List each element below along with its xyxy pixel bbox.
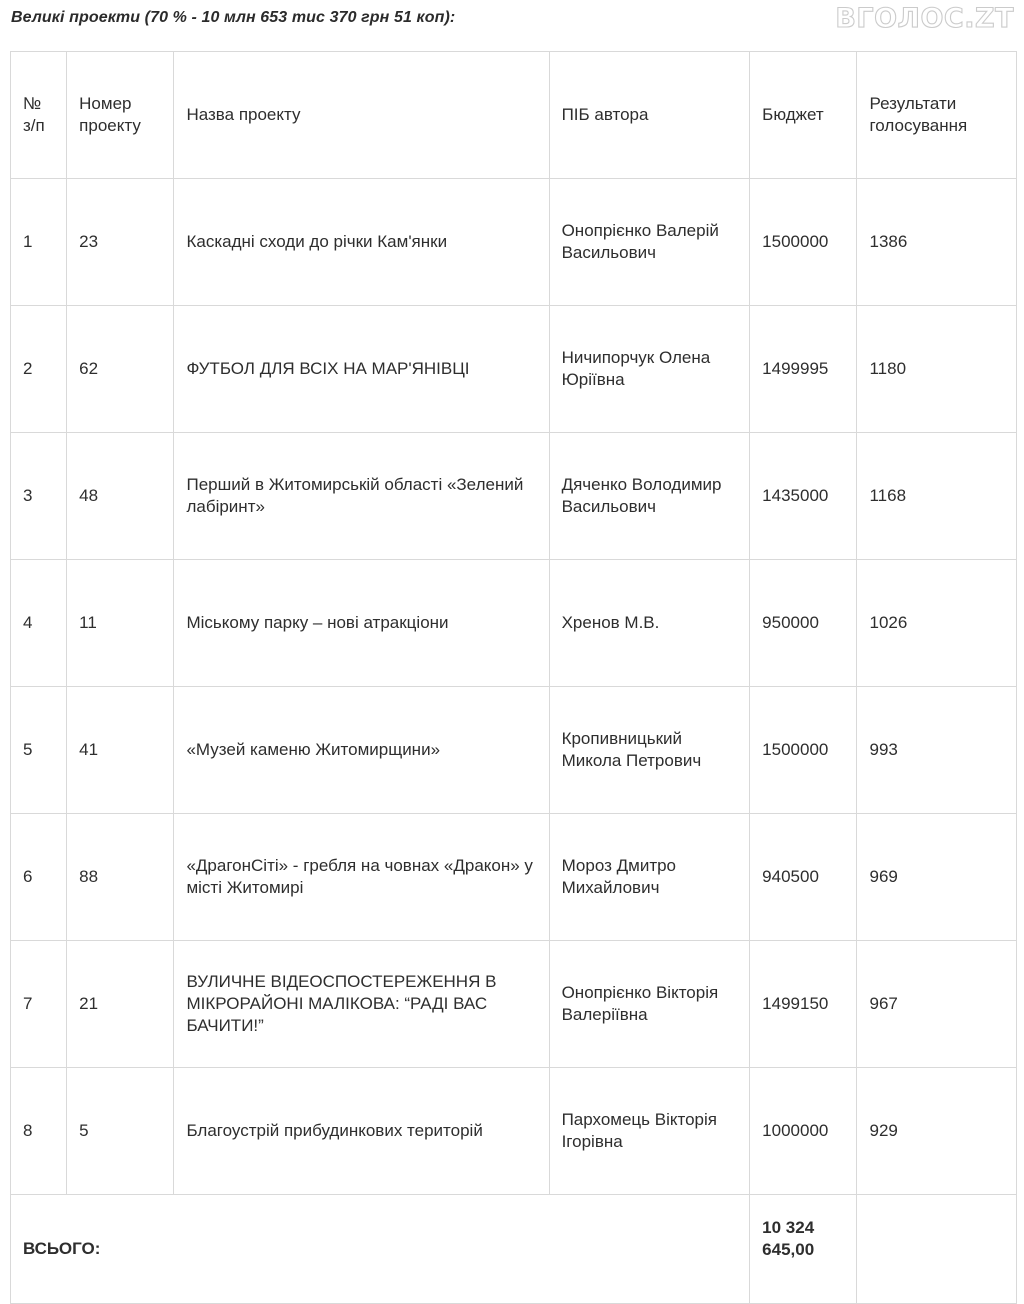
- header-author: ПІБ автора: [549, 52, 750, 179]
- cell-project-name: Міському парку – нові атракціони: [174, 560, 549, 687]
- total-budget: 10 324 645,00: [750, 1195, 857, 1304]
- total-label: ВСЬОГО:: [11, 1195, 750, 1304]
- table-row: [11, 306, 1017, 433]
- cell-author: Кропивницький Микола Петрович: [549, 687, 750, 814]
- cell-index: 2: [11, 306, 67, 433]
- cell-project-number: 11: [67, 560, 174, 687]
- cell-project-number: 21: [67, 941, 174, 1068]
- cell-votes: 1026: [857, 560, 1017, 687]
- cell-index: 7: [11, 941, 67, 1068]
- cell-project-name: Перший в Житомирській області «Зелений лабіринт»: [174, 433, 549, 560]
- table-header-row: [11, 52, 1017, 179]
- cell-project-number: 23: [67, 179, 174, 306]
- header-budget: Бюджет: [750, 52, 857, 179]
- cell-votes: 1180: [857, 306, 1017, 433]
- table-row: [11, 941, 1017, 1068]
- table-row: [11, 560, 1017, 687]
- cell-budget: 940500: [750, 814, 857, 941]
- table-row: [11, 179, 1017, 306]
- table-total-row: [11, 1195, 1017, 1304]
- cell-project-name: «Музей каменю Житомирщини»: [174, 687, 549, 814]
- cell-index: 8: [11, 1068, 67, 1195]
- cell-budget: 950000: [750, 560, 857, 687]
- cell-budget: 1499150: [750, 941, 857, 1068]
- table-row: [11, 1068, 1017, 1195]
- cell-budget: 1500000: [750, 687, 857, 814]
- cell-author: Пархомець Вікторія Ігорівна: [549, 1068, 750, 1195]
- cell-budget: 1435000: [750, 433, 857, 560]
- cell-author: Хренов М.В.: [549, 560, 750, 687]
- cell-index: 1: [11, 179, 67, 306]
- cell-index: 6: [11, 814, 67, 941]
- cell-budget: 1500000: [750, 179, 857, 306]
- cell-votes: 967: [857, 941, 1017, 1068]
- cell-votes: 993: [857, 687, 1017, 814]
- header-project-number: Номер проекту: [67, 52, 174, 179]
- cell-author: Онопрієнко Вікторія Валеріївна: [549, 941, 750, 1068]
- cell-project-name: Благоустрій прибудинкових територій: [174, 1068, 549, 1195]
- header-votes: Результати голосування: [857, 52, 1017, 179]
- cell-budget: 1000000: [750, 1068, 857, 1195]
- cell-author: Дяченко Володимир Васильович: [549, 433, 750, 560]
- cell-votes: 929: [857, 1068, 1017, 1195]
- table-row: [11, 814, 1017, 941]
- section-heading: Великі проекти (70 % - 10 млн 653 тис 370 грн 51 коп):: [11, 9, 456, 26]
- cell-index: 5: [11, 687, 67, 814]
- cell-author: Ничипорчук Олена Юріївна: [549, 306, 750, 433]
- cell-project-name: Каскадні сходи до річки Кам'янки: [174, 179, 549, 306]
- cell-project-number: 5: [67, 1068, 174, 1195]
- cell-project-name: ФУТБОЛ ДЛЯ ВСІХ НА МАР'ЯНІВЦІ: [174, 306, 549, 433]
- cell-votes: 1386: [857, 179, 1017, 306]
- cell-project-number: 41: [67, 687, 174, 814]
- cell-votes: 969: [857, 814, 1017, 941]
- cell-author: Мороз Дмитро Михайлович: [549, 814, 750, 941]
- cell-author: Онопрієнко Валерій Васильович: [549, 179, 750, 306]
- cell-project-number: 88: [67, 814, 174, 941]
- header-index: № з/п: [11, 52, 67, 179]
- cell-budget: 1499995: [750, 306, 857, 433]
- header-project-name: Назва проекту: [174, 52, 549, 179]
- table-row: [11, 687, 1017, 814]
- cell-votes: 1168: [857, 433, 1017, 560]
- cell-project-number: 48: [67, 433, 174, 560]
- cell-project-number: 62: [67, 306, 174, 433]
- projects-results-table: [10, 51, 1017, 1304]
- cell-project-name: ВУЛИЧНЕ ВІДЕОСПОСТЕРЕЖЕННЯ В МІКРОРАЙОНІ МАЛІКОВА: “РАДІ ВАС БАЧИТИ!”: [174, 941, 549, 1068]
- cell-project-name: «ДрагонСіті» - гребля на човнах «Дракон» у місті Житомирі: [174, 814, 549, 941]
- cell-index: 3: [11, 433, 67, 560]
- total-votes-empty: [857, 1195, 1017, 1304]
- cell-index: 4: [11, 560, 67, 687]
- table-row: [11, 433, 1017, 560]
- site-watermark-logo: ВГОЛОС.ZT: [835, 3, 1014, 34]
